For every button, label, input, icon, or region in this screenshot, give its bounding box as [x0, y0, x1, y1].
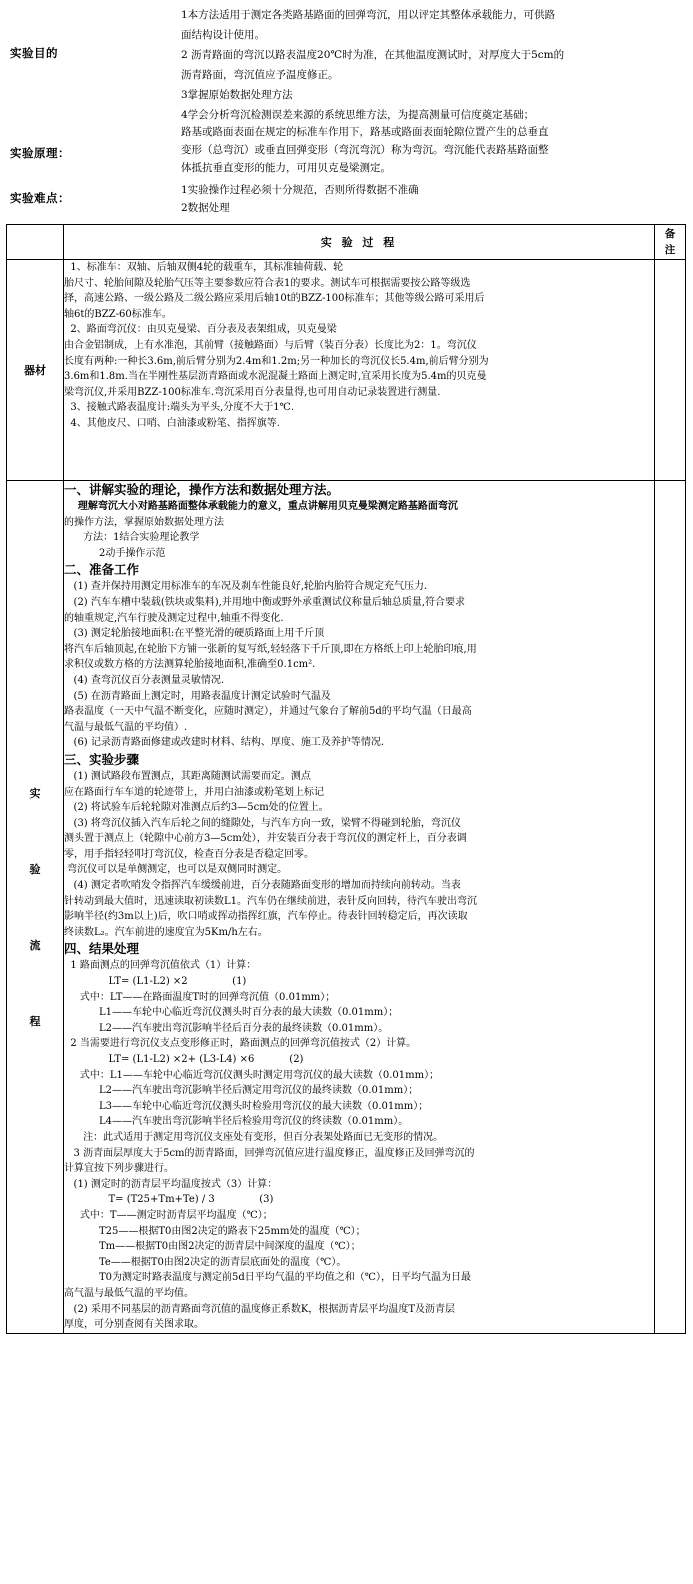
- text-line: 胎尺寸、轮胎间隙及轮胎气压等主要参数应符合表1的要求。测试车可根据需要按公路等级选: [64, 277, 471, 289]
- text-line: T= (T25+Tm+Te) / 3 (3): [64, 1194, 274, 1206]
- equipment-note: [655, 260, 686, 481]
- text-line: (6) 记录沥青路面修建或改建时材料、结构、厚度、施工及养护等情况.: [64, 737, 385, 749]
- text-line: 1、标准车：双轴、后轴双侧4轮的载重车，其标准轴荷载、轮: [64, 262, 344, 273]
- text-line: 高气温与最低气温的平均值。: [64, 1287, 194, 1299]
- text-line: (1) 测定时的沥青层平均温度按式（3）计算：: [64, 1178, 278, 1190]
- text-line: 的操作方法，掌握原始数据处理方法: [64, 516, 224, 528]
- principle-label: 实验原理：: [10, 146, 70, 160]
- text-line: 2动手操作示范: [64, 547, 166, 559]
- header-text-line: 4学会分析弯沉检测误差来源的系统思维方法，为提高测量可信度奠定基础；: [181, 109, 535, 121]
- text-line: 厚度，可分别查阅有关图求取。: [64, 1319, 204, 1331]
- section-1-title: 一、讲解实验的理论，操作方法和数据处理方法。: [64, 482, 340, 497]
- header-text-line: 1本方法适用于测定各类路基路面的回弹弯沉，用以评定其整体承载能力，可供路: [181, 9, 556, 21]
- text-line: (5) 在沥青路面上测定时，用路表温度计测定试验时气温及: [64, 690, 331, 702]
- text-line: 计算宜按下列步骤进行。: [64, 1163, 174, 1175]
- text-line: T25——根据T0由图2决定的路表下25mm处的温度（℃）；: [64, 1225, 366, 1237]
- text-line: (4) 测定者吹哨发令指挥汽车缓缓前进，百分表随路面变形的增加而持续向前转动。当表: [64, 880, 461, 892]
- text-line: 测头置于测点上（轮隙中心前方3—5cm处），并安装百分表于弯沉仪的测定杆上，百分表调: [64, 833, 467, 845]
- text-line: 将汽车后轴顶起,在轮胎下方铺一张新的复写纸,轻轻落下千斤顶,即在方格纸上印上轮胎印痕,用: [64, 643, 477, 655]
- section-3-body: [64, 769, 654, 941]
- equipment-content: [64, 260, 655, 481]
- difficulty-label: 实验难点：: [10, 191, 70, 205]
- flow-label-char: 实: [29, 786, 41, 800]
- text-line: LT= (L1-L2) ×2 (1): [64, 976, 247, 988]
- text-line: 择，高速公路、一级公路及二级公路应采用后轴10t的BZZ-100标准车；其他等级公路可采用后: [64, 293, 485, 305]
- header-text-line: 面结构设计使用。: [181, 29, 265, 41]
- text-line: 的轴重规定,汽车行驶及测定过程中,轴重不得变化.: [64, 612, 284, 624]
- text-line: 轴6t的BZZ-60标准车。: [64, 308, 172, 320]
- text-line: Te——根据T0由图2决定的沥青层底面处的温度（℃）。: [64, 1256, 347, 1268]
- purpose-label: 实验目的: [10, 46, 58, 60]
- flow-label-char: 程: [29, 1014, 41, 1028]
- flow-label-char: 验: [29, 862, 41, 876]
- text-line: T0为测定时路表温度与测定前5d日平均气温的平均值之和（℃），日平均气温为日最: [64, 1272, 471, 1284]
- text-line: 应在路面行车车道的轮迹带上，并用白油漆或粉笔划上标记: [64, 786, 324, 798]
- text-line: (3) 测定轮胎接地面积:在平整光滑的硬质路面上用千斤顶: [64, 628, 325, 640]
- header-text-line: 1实验操作过程必须十分规范，否则所得数据不准确: [181, 184, 419, 196]
- text-line: LT= (L1-L2) ×2+ (L3-L4) ×6 (2): [64, 1054, 304, 1065]
- text-line: L1——车轮中心临近弯沉仪测头时百分表的最大读数（0.01mm）；: [64, 1007, 399, 1019]
- text-line: Tm——根据T0由图2决定的沥青层中间深度的温度（℃）；: [64, 1241, 361, 1253]
- note-heading-text: [655, 226, 685, 258]
- note-heading-char: 备: [664, 228, 676, 240]
- text-line: (4) 查弯沉仪百分表测量灵敏情况.: [64, 674, 225, 686]
- text-line: 式中：T——测定时沥青层平均温度（℃）；: [64, 1209, 273, 1221]
- text-line: 终读数L₂。汽车前进的速度宜为5Km/h左右。: [64, 926, 268, 938]
- text-line: 式中：L1——车轮中心临近弯沉仪测头时测定用弯沉仪的最大读数（0.01mm）；: [64, 1069, 440, 1081]
- flow-content: [64, 481, 655, 1334]
- text-line: 长度有两种:一种长3.6m,前后臂分别为2.4m和1.2m;另一种加长的弯沉仪长5.4m,前后臂分别为: [64, 355, 489, 367]
- text-line: 1 路面测点的回弹弯沉值依式（1）计算：: [64, 960, 257, 972]
- text-line: 理解弯沉大小对路基路面整体承载能力的意义，重点讲解用贝克曼梁测定路基路面弯沉: [64, 501, 458, 512]
- text-line: 梁弯沉仪,并采用BZZ-100标准车.弯沉采用百分表量得,也可用自动记录装置进行测量.: [64, 386, 441, 398]
- text-line: (1) 查并保持用测定用标准车的车况及刹车性能良好,轮胎内胎符合规定充气压力.: [64, 581, 428, 593]
- flow-row: [7, 481, 686, 1334]
- note-heading: [655, 225, 686, 260]
- text-line: 气温与最低气温的平均值）.: [64, 721, 188, 733]
- flow-label-char: 流: [29, 938, 41, 952]
- text-line: 式中：LT——在路面温度T时的回弹弯沉值（0.01mm）；: [64, 991, 336, 1003]
- equipment-lines: [64, 260, 654, 432]
- text-line: L4——汽车驶出弯沉影响半径后检验用弯沉仪的终读数（0.01mm）。: [64, 1116, 409, 1128]
- text-line: (1) 测试路段布置测点，其距离随测试需要而定。测点: [64, 770, 311, 782]
- text-line: 零，用手指轻轻叩打弯沉仪，检查百分表是否稳定回零。: [64, 848, 314, 860]
- section-2-body: [64, 579, 654, 751]
- text-line: 弯沉仪可以是单侧测定，也可以是双侧同时测定。: [64, 864, 288, 876]
- text-line: L2——汽车驶出弯沉影响半径后测定用弯沉仪的最终读数（0.01mm）；: [64, 1085, 419, 1097]
- text-line: 2 当需要进行弯沉仪支点变形修正时，路面测点的回弹弯沉值按式（2）计算。: [64, 1038, 417, 1050]
- section-1-body: [64, 499, 654, 561]
- flow-label: [7, 785, 63, 1029]
- text-line: 求积仪或数方格的方法测算轮胎接地面积,准确至0.1cm².: [64, 659, 316, 671]
- text-line: (2) 汽车车槽中装载(铁块或集料),并用地中衡或野外承重测试仪称量后轴总质量,符合要求: [64, 596, 466, 608]
- header-text-line: 沥青路面，弯沉值应予温度修正。: [181, 69, 339, 81]
- section-4-body: [64, 958, 654, 1332]
- flow-note: [655, 481, 686, 1334]
- section-3-title: 三、实验步骤: [64, 751, 140, 767]
- process-heading: 实 验 过 程: [64, 225, 655, 260]
- text-line: (2) 将试验车后轮轮隙对准测点后约3—5cm处的位置上。: [64, 802, 329, 814]
- text-line: 针转动到最大值时，迅速读取初读数L1。汽车仍在继续前进，表针反向回转，待汽车驶出弯沉: [64, 895, 478, 907]
- header-text-line: 体抵抗垂直变形的能力，可用贝克曼梁测定。: [181, 162, 391, 174]
- equipment-row: [7, 260, 686, 481]
- header-text-line: 3掌握原始数据处理方法: [181, 89, 293, 101]
- text-line: (2) 采用不同基层的沥青路面弯沉值的温度修正系数K，根据沥青层平均温度T及沥青层: [64, 1303, 456, 1315]
- text-line: (3) 将弯沉仪插入汽车后轮之间的缝隙处，与汽车方向一致，梁臂不得碰到轮胎，弯沉仪: [64, 817, 461, 829]
- text-line: 影响半径(约3m以上)后，吹口哨或挥动指挥红旗，汽车停止。待表针回转稳定后，再次读取: [64, 911, 468, 923]
- text-line: 3 沥青面层厚度大于5cm的沥青路面，回弹弯沉值应进行温度修正，温度修正及回弹弯沉的: [64, 1147, 475, 1159]
- note-heading-char: 注: [664, 244, 676, 256]
- equipment-label: 器材: [7, 260, 64, 481]
- text-line: L2——汽车驶出弯沉影响半径后百分表的最终读数（0.01mm）。: [64, 1022, 389, 1034]
- text-line: 3、接触式路表温度计:端头为平头,分度不大于1℃.: [64, 402, 294, 414]
- header-text-line: 变形（总弯沉）或垂直回弹变形（弯沉弯沉）称为弯沉。弯沉能代表路基路面整: [181, 144, 549, 156]
- header-text-line: 路基或路面表面在规定的标准车作用下，路基或路面表面轮隙位置产生的总垂直: [181, 126, 549, 138]
- section-2-title: 二、准备工作: [64, 562, 140, 578]
- section-4-title: 四、结果处理: [64, 941, 140, 957]
- header-text-line: 2数据处理: [181, 202, 230, 214]
- text-line: 2、路面弯沉仪：由贝克曼梁、百分表及表架组成，贝克曼梁: [64, 324, 337, 336]
- text-line: L3——车轮中心临近弯沉仪测头时检验用弯沉仪的最大读数（0.01mm）；: [64, 1100, 429, 1112]
- header-text-line: 2 沥青路面的弯沉以路表温度20℃时为准，在其他温度测试时，对厚度大于5cm的: [181, 49, 565, 61]
- table-header-row: [7, 225, 686, 260]
- text-line: 路表温度（一天中气温不断变化，应随时测定），并通过气象台了解前5d的平均气温（日最高: [64, 706, 472, 718]
- text-line: 注：此式适用于测定用弯沉仪支座处有变形，但百分表架处路面已无变形的情况。: [64, 1131, 444, 1143]
- text-line: 3.6m和1.8m.当在半刚性基层沥青路面或水泥混凝土路面上测定时,宜采用长度为5.4m的贝克曼: [64, 371, 487, 383]
- process-table: [6, 224, 686, 1334]
- flow-label-cell: [7, 481, 64, 1334]
- text-line: 由合金铝制成，上有水准泡，其前臂（接触路面）与后臂（装百分表）长度比为2：1。弯沉仪: [64, 339, 477, 351]
- text-line: 方法：1结合实验理论教学: [64, 532, 200, 544]
- text-line: 4、其他皮尺、口哨、白油漆或粉笔、指挥旗等.: [64, 417, 280, 429]
- header-blank-cell: [7, 225, 64, 260]
